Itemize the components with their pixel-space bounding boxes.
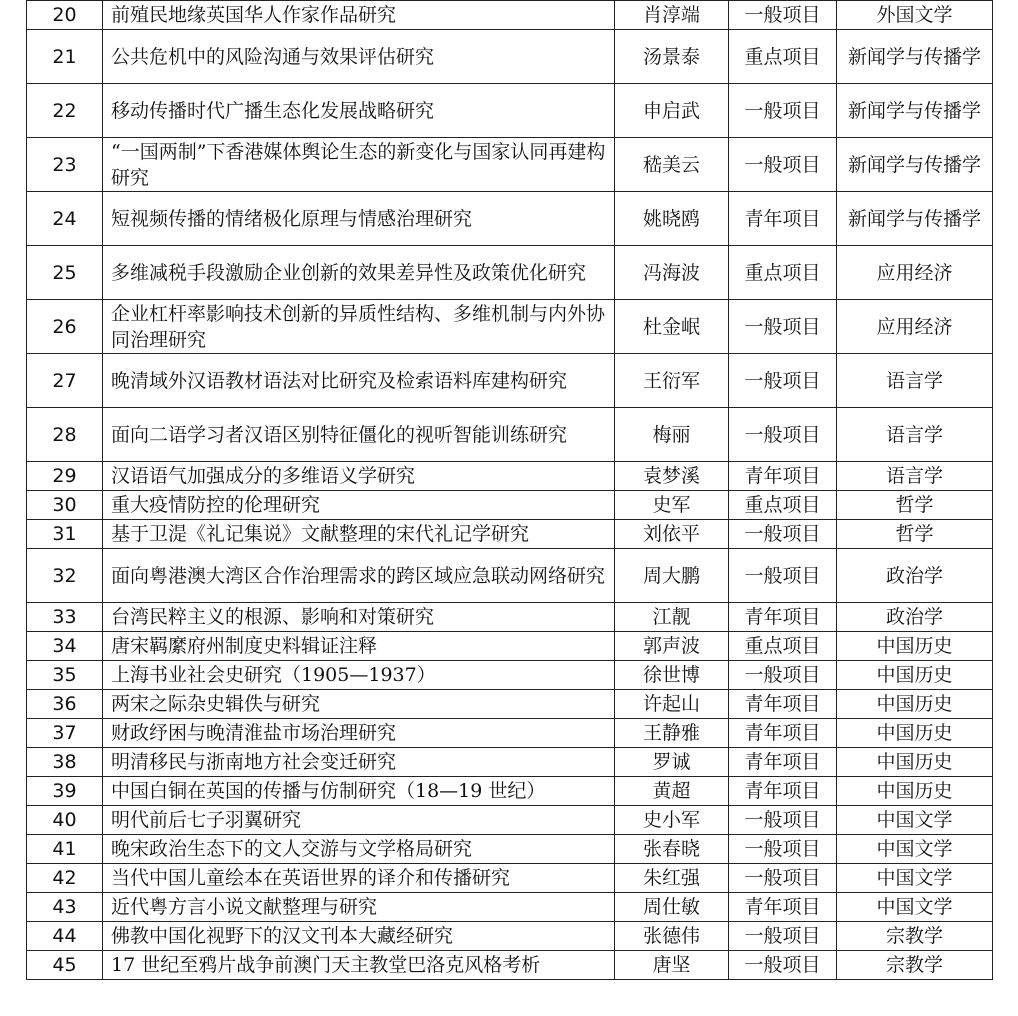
project-type: 一般项目	[729, 1, 837, 30]
table-row	[27, 192, 993, 246]
row-number: 23	[27, 138, 103, 192]
table-row	[27, 777, 993, 806]
project-type: 重点项目	[729, 246, 837, 300]
projects-table	[26, 0, 993, 980]
table-row	[27, 951, 993, 980]
project-title: 面向二语学习者汉语区别特征僵化的视听智能训练研究	[103, 408, 615, 462]
project-type: 一般项目	[729, 84, 837, 138]
discipline: 新闻学与传播学	[837, 138, 993, 192]
table-row	[27, 864, 993, 893]
row-number: 27	[27, 354, 103, 408]
project-type: 青年项目	[729, 603, 837, 632]
row-number: 35	[27, 661, 103, 690]
project-title: 重大疫情防控的伦理研究	[103, 491, 615, 520]
principal-investigator: 张德伟	[615, 922, 729, 951]
row-number: 36	[27, 690, 103, 719]
principal-investigator: 江靓	[615, 603, 729, 632]
principal-investigator: 黄超	[615, 777, 729, 806]
principal-investigator: 嵇美云	[615, 138, 729, 192]
project-type: 一般项目	[729, 806, 837, 835]
project-title: 近代粤方言小说文献整理与研究	[103, 893, 615, 922]
table-row	[27, 835, 993, 864]
project-title: 晚宋政治生态下的文人交游与文学格局研究	[103, 835, 615, 864]
table-row	[27, 408, 993, 462]
discipline: 语言学	[837, 408, 993, 462]
row-number: 33	[27, 603, 103, 632]
discipline: 中国历史	[837, 661, 993, 690]
project-title: 多维减税手段激励企业创新的效果差异性及政策优化研究	[103, 246, 615, 300]
discipline: 中国文学	[837, 806, 993, 835]
principal-investigator: 史军	[615, 491, 729, 520]
principal-investigator: 周大鹏	[615, 549, 729, 603]
table-row	[27, 462, 993, 491]
discipline: 外国文学	[837, 1, 993, 30]
discipline: 中国历史	[837, 690, 993, 719]
project-type: 一般项目	[729, 408, 837, 462]
projects-table-body	[27, 1, 993, 980]
table-row	[27, 354, 993, 408]
table-row	[27, 603, 993, 632]
project-title: 当代中国儿童绘本在英语世界的译介和传播研究	[103, 864, 615, 893]
row-number: 29	[27, 462, 103, 491]
project-type: 一般项目	[729, 835, 837, 864]
project-title: 明代前后七子羽翼研究	[103, 806, 615, 835]
row-number: 22	[27, 84, 103, 138]
discipline: 语言学	[837, 354, 993, 408]
project-type: 一般项目	[729, 922, 837, 951]
row-number: 31	[27, 520, 103, 549]
table-row	[27, 748, 993, 777]
discipline: 宗教学	[837, 951, 993, 980]
discipline: 中国历史	[837, 777, 993, 806]
project-title: 佛教中国化视野下的汉文刊本大藏经研究	[103, 922, 615, 951]
project-title: 上海书业社会史研究（1905—1937）	[103, 661, 615, 690]
discipline: 应用经济	[837, 300, 993, 354]
table-row	[27, 893, 993, 922]
project-title: 台湾民粹主义的根源、影响和对策研究	[103, 603, 615, 632]
project-type: 一般项目	[729, 354, 837, 408]
project-type: 青年项目	[729, 748, 837, 777]
row-number: 45	[27, 951, 103, 980]
table-row	[27, 661, 993, 690]
principal-investigator: 朱红强	[615, 864, 729, 893]
discipline: 政治学	[837, 549, 993, 603]
discipline: 宗教学	[837, 922, 993, 951]
project-title: 企业杠杆率影响技术创新的异质性结构、多维机制与内外协同治理研究	[103, 300, 615, 354]
project-type: 重点项目	[729, 30, 837, 84]
project-title: 中国白铜在英国的传播与仿制研究（18—19 世纪）	[103, 777, 615, 806]
table-row	[27, 491, 993, 520]
principal-investigator: 汤景泰	[615, 30, 729, 84]
principal-investigator: 徐世博	[615, 661, 729, 690]
row-number: 39	[27, 777, 103, 806]
project-title: 晚清域外汉语教材语法对比研究及检索语料库建构研究	[103, 354, 615, 408]
project-type: 重点项目	[729, 632, 837, 661]
project-title: 移动传播时代广播生态化发展战略研究	[103, 84, 615, 138]
project-title: 唐宋羁縻府州制度史料辑证注释	[103, 632, 615, 661]
project-title: 17 世纪至鸦片战争前澳门天主教堂巴洛克风格考析	[103, 951, 615, 980]
project-type: 青年项目	[729, 777, 837, 806]
table-row	[27, 632, 993, 661]
project-title: 明清移民与浙南地方社会变迁研究	[103, 748, 615, 777]
project-type: 青年项目	[729, 893, 837, 922]
principal-investigator: 冯海波	[615, 246, 729, 300]
principal-investigator: 周仕敏	[615, 893, 729, 922]
discipline: 新闻学与传播学	[837, 30, 993, 84]
principal-investigator: 梅丽	[615, 408, 729, 462]
row-number: 25	[27, 246, 103, 300]
principal-investigator: 唐坚	[615, 951, 729, 980]
principal-investigator: 王衍军	[615, 354, 729, 408]
row-number: 26	[27, 300, 103, 354]
row-number: 43	[27, 893, 103, 922]
principal-investigator: 张春晓	[615, 835, 729, 864]
table-row	[27, 30, 993, 84]
discipline: 哲学	[837, 491, 993, 520]
discipline: 应用经济	[837, 246, 993, 300]
discipline: 语言学	[837, 462, 993, 491]
discipline: 政治学	[837, 603, 993, 632]
principal-investigator: 杜金岷	[615, 300, 729, 354]
row-number: 32	[27, 549, 103, 603]
principal-investigator: 刘依平	[615, 520, 729, 549]
table-row	[27, 806, 993, 835]
row-number: 44	[27, 922, 103, 951]
table-row	[27, 719, 993, 748]
project-type: 一般项目	[729, 520, 837, 549]
project-type: 一般项目	[729, 300, 837, 354]
row-number: 28	[27, 408, 103, 462]
project-type: 一般项目	[729, 549, 837, 603]
principal-investigator: 肖淳端	[615, 1, 729, 30]
row-number: 30	[27, 491, 103, 520]
project-type: 一般项目	[729, 864, 837, 893]
row-number: 21	[27, 30, 103, 84]
table-row	[27, 549, 993, 603]
principal-investigator: 许起山	[615, 690, 729, 719]
discipline: 新闻学与传播学	[837, 84, 993, 138]
row-number: 42	[27, 864, 103, 893]
project-title: 公共危机中的风险沟通与效果评估研究	[103, 30, 615, 84]
project-title: 面向粤港澳大湾区合作治理需求的跨区域应急联动网络研究	[103, 549, 615, 603]
row-number: 40	[27, 806, 103, 835]
project-type: 青年项目	[729, 690, 837, 719]
row-number: 34	[27, 632, 103, 661]
project-type: 青年项目	[729, 719, 837, 748]
discipline: 中国历史	[837, 719, 993, 748]
project-title: 基于卫湜《礼记集说》文献整理的宋代礼记学研究	[103, 520, 615, 549]
row-number: 24	[27, 192, 103, 246]
project-title: 两宋之际杂史辑佚与研究	[103, 690, 615, 719]
table-row	[27, 246, 993, 300]
table-row	[27, 84, 993, 138]
project-title: 短视频传播的情绪极化原理与情感治理研究	[103, 192, 615, 246]
row-number: 37	[27, 719, 103, 748]
project-title: 汉语语气加强成分的多维语义学研究	[103, 462, 615, 491]
row-number: 38	[27, 748, 103, 777]
project-type: 青年项目	[729, 192, 837, 246]
principal-investigator: 姚晓鸥	[615, 192, 729, 246]
discipline: 中国文学	[837, 864, 993, 893]
principal-investigator: 王静雅	[615, 719, 729, 748]
table-row	[27, 922, 993, 951]
table-row	[27, 690, 993, 719]
discipline: 哲学	[837, 520, 993, 549]
project-type: 一般项目	[729, 951, 837, 980]
project-title: 前殖民地缘英国华人作家作品研究	[103, 1, 615, 30]
project-title: “一国两制”下香港媒体舆论生态的新变化与国家认同再建构研究	[103, 138, 615, 192]
table-row	[27, 1, 993, 30]
table-row	[27, 138, 993, 192]
table-row	[27, 520, 993, 549]
project-title: 财政纾困与晚清淮盐市场治理研究	[103, 719, 615, 748]
table-row	[27, 300, 993, 354]
principal-investigator: 郭声波	[615, 632, 729, 661]
project-type: 重点项目	[729, 491, 837, 520]
principal-investigator: 申启武	[615, 84, 729, 138]
discipline: 中国文学	[837, 893, 993, 922]
discipline: 中国文学	[837, 835, 993, 864]
discipline: 中国历史	[837, 748, 993, 777]
discipline: 中国历史	[837, 632, 993, 661]
principal-investigator: 史小军	[615, 806, 729, 835]
principal-investigator: 袁梦溪	[615, 462, 729, 491]
discipline: 新闻学与传播学	[837, 192, 993, 246]
row-number: 41	[27, 835, 103, 864]
project-type: 青年项目	[729, 462, 837, 491]
project-type: 一般项目	[729, 661, 837, 690]
project-type: 一般项目	[729, 138, 837, 192]
principal-investigator: 罗诚	[615, 748, 729, 777]
row-number: 20	[27, 1, 103, 30]
